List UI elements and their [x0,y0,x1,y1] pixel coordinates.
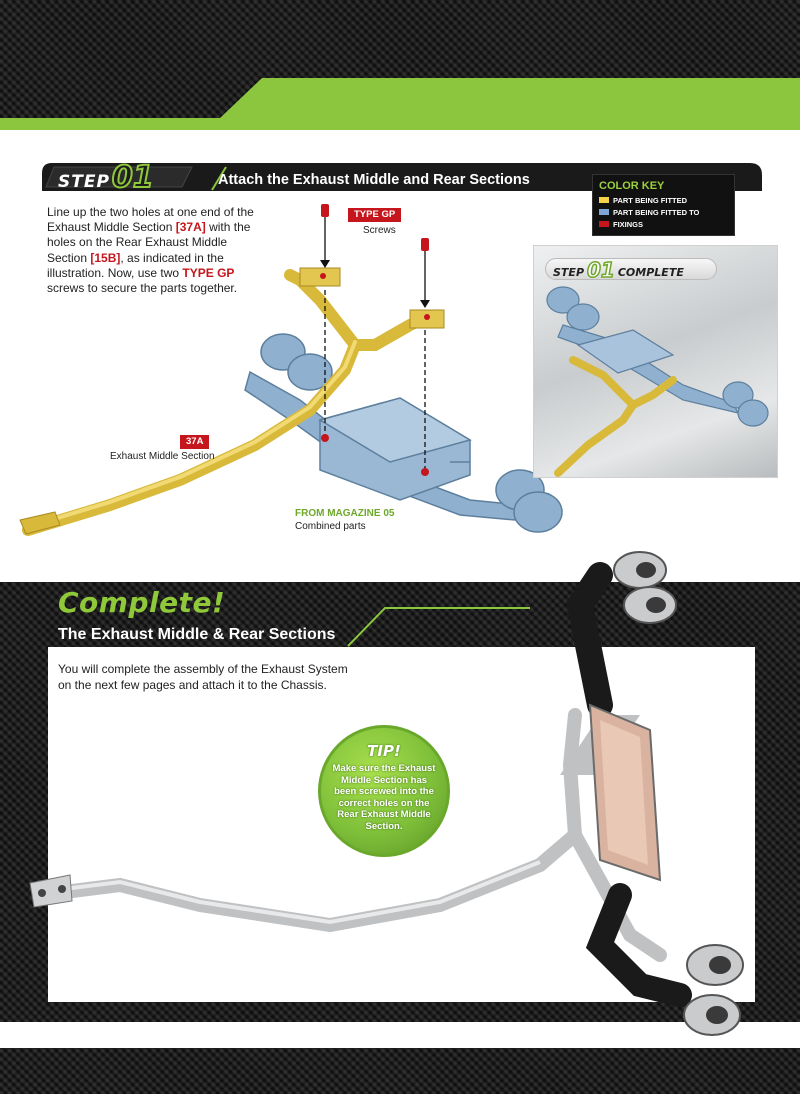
arrow-down-icon [320,260,330,268]
part-ref-type-gp: TYPE GP [182,265,235,280]
step-number: 01 [111,160,154,195]
magazine-label: FROM MAGAZINE 05 [295,508,395,519]
instruction-part: screws to secure the parts together. [47,281,238,296]
type-gp-tag: TYPE GP [348,208,401,222]
tip-title: TIP! [367,742,401,760]
part-ref-37a: [37A] [175,220,206,235]
arrow-down-icon [420,300,430,308]
step-word: STEP [58,172,110,192]
mount-bracket [300,268,340,286]
footer-carbon-band [0,1048,800,1094]
magazine-caption: Combined parts [295,521,366,532]
step-title: Attach the Exhaust Middle and Rear Sections [218,172,530,188]
middle-exhaust-section [28,275,425,530]
rear-exhaust-section [245,334,562,532]
tip-bubble [318,725,450,857]
complete-text: You will complete the assembly of the Exhaust System on the next few pages and attach it to the Chassis. [58,662,348,692]
color-key-label: FIXINGS [613,219,644,229]
inset-step-number: 01 [587,258,615,282]
part-37a-tag: 37A [180,435,209,449]
inset-label [553,260,684,280]
color-key-title: COLOR KEY [599,180,665,192]
inset-complete-word: COMPLETE [617,266,684,279]
instruction-part: with the holes on the Rear Exhaust Middle Section [47,220,251,265]
complete-subtitle: The Exhaust Middle & Rear Sections [58,626,336,643]
flange [20,512,60,534]
part-37a-caption: Exhaust Middle Section [110,451,215,462]
inset-step-word: STEP [553,266,585,279]
complete-heading: Complete! [58,586,226,619]
instruction-part: Line up the two holes at one end of the Exhaust Middle Section [47,205,254,235]
color-key-label: PART BEING FITTED TO [613,207,700,217]
instruction-part: , as indicated in the illustration. Now, use two [47,250,224,280]
type-gp-caption: Screws [363,225,396,236]
tip-text: Make sure the Exhaust Middle Section has been screwed into the correct holes on the Rear Exhaust Middle Section. [332,763,436,832]
part-ref-15b: [15B] [90,250,121,265]
color-key-label: PART BEING FITTED [613,195,688,205]
